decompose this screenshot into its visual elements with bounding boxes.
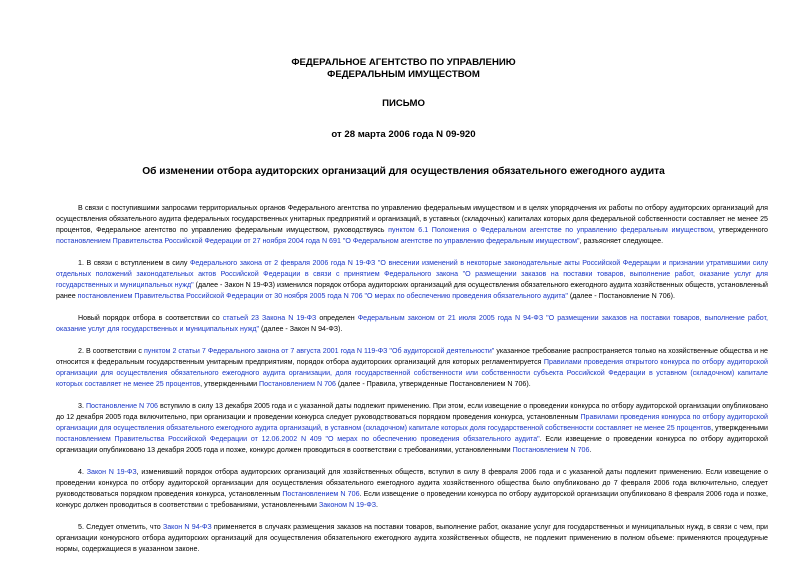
document-link[interactable]: Правилами проведения конкурса по отбору аудиторской организации для осуществления обязательного ежегодного аудита организаций, в уставном (складочном) капитале которых доля государственной собственности составляет не менее 25 процентов xyxy=(56,413,768,432)
document-link[interactable]: Закон N 94-ФЗ xyxy=(162,523,212,531)
paragraph-text: Новый порядок отбора в соответствии со xyxy=(78,314,223,322)
paragraph xyxy=(56,401,768,456)
paragraph-text: (далее - Правила, утвержденные Постановлением N 706). xyxy=(335,380,531,388)
document-link[interactable]: Федерального закона от 2 февраля 2006 года N 19-ФЗ "О внесении изменений в некоторые законодательные акты Российской Федерации и признании утратившими силу отдельных положений законодательных актов Российской Федерации в связи с принятием Федерального закона "О размещении заказов на поставки товаров, выполнение работ, оказание услуг для государственных и муниципальных нужд" xyxy=(56,259,768,289)
document-link[interactable]: Закон N 19-ФЗ xyxy=(86,468,137,476)
paragraph-text: . Если извещение о проведении конкурса по отбору аудиторской организации опубликовано 8 февраля 2006 года и позже, конкурс должен проводиться в соответствии с требованиями, установленными xyxy=(56,490,768,509)
paragraph-text: вступило в силу 13 декабря 2005 года и с указанной даты подлежит применению. При этом, если извещение о проведении конкурса по отбору аудиторской организации опубликовано до 12 декабря 2005 года включительно, при организации и проведении конкурса следует руководствоваться порядком проведения конкурса, установленным xyxy=(56,402,769,421)
paragraph-text: В связи с поступившими запросами территориальных органов Федерального агентства по управлению федеральным имуществом и в целях упорядочения их работы по отбору аудиторских организаций для осуществления обязательного аудита федеральных государственных унитарных предприятий и организаций, в уставных (складочных) капиталах которых доля федеральной собственности составляет не менее 25 процентов, Федеральное агентство по управлению федеральным имуществом, руководствуясь xyxy=(56,204,768,234)
paragraph-text: , утвержденными xyxy=(200,380,260,388)
document-link[interactable]: постановлением Правительства Российской Федерации от 27 ноября 2004 года N 691 "О Федеральном агентстве по управлению федеральным имуществом" xyxy=(56,237,580,245)
document-link[interactable]: Постановлением N 706 xyxy=(259,380,336,388)
paragraph xyxy=(56,258,768,302)
paragraph-text: (далее - Постановление N 706). xyxy=(567,292,675,300)
paragraph-text: . xyxy=(589,446,592,454)
paragraph-text: . xyxy=(376,501,379,509)
paragraph-text: 4. xyxy=(78,468,87,476)
document-link[interactable]: пунктом 2 статьи 7 Федерального закона от 7 августа 2001 года N 119-ФЗ "Об аудиторской деятельности" xyxy=(143,347,495,355)
document-date: от 28 марта 2006 года N 09-920 xyxy=(331,129,476,140)
paragraph-text: , утвержденными xyxy=(711,424,768,432)
document-link[interactable]: Постановление N 706 xyxy=(85,402,158,410)
paragraph-text: 2. В соответствии с xyxy=(78,347,144,355)
paragraph xyxy=(56,203,768,247)
paragraph xyxy=(56,346,768,390)
document-body xyxy=(56,203,768,566)
paragraph-text: , изменивший порядок отбора аудиторских организаций для хозяйственных обществ, вступил в силу 8 февраля 2006 года и с указанной даты подлежит применению. Если извещение о проведении конкурса по отбору аудиторской организации для осуществления обязательного ежегодного аудита хозяйственного общества было опубликовано до 7 февраля 2006 года включительно, следует руководствоваться порядком проведения конкурса, установленным xyxy=(56,468,769,498)
document-link[interactable]: статьей 23 Закона N 19-ФЗ xyxy=(222,314,317,322)
agency-name xyxy=(0,57,807,81)
document-link[interactable]: Постановлением N 706 xyxy=(282,490,360,498)
paragraph-text: , утвержденного xyxy=(713,226,768,234)
paragraph-text: указанное требование распространяется только на хозяйственные общества и не относится к федеральным государственным унитарным предприятиям, порядок отбора аудиторских организаций для которых регламентируется xyxy=(56,347,768,366)
paragraph xyxy=(56,313,768,335)
paragraph-text: определен xyxy=(316,314,358,322)
document-link[interactable]: Постановлением N 706 xyxy=(512,446,590,454)
agency-name-line-1: ФЕДЕРАЛЬНОЕ АГЕНТСТВО ПО УПРАВЛЕНИЮ xyxy=(291,57,516,68)
document-subject: Об изменении отбора аудиторских организаций для осуществления обязательного ежегодного аудита xyxy=(142,166,665,177)
paragraph-text: . Если извещение о проведении конкурса по отбору аудиторской организации опубликовано 13 декабря 2005 года и позже, конкурс должен проводиться в соответствии с требованиями, установленными xyxy=(56,435,768,454)
paragraph-text: 1. В связи с вступлением в силу xyxy=(78,259,190,267)
paragraph-text: (далее - Закон N 19-ФЗ) изменился порядок отбора аудиторских организаций для осуществления обязательного ежегодного аудита хозяйственных обществ, установленный ранее xyxy=(56,281,769,300)
paragraph-text: (далее - Закон N 94-ФЗ). xyxy=(259,325,343,333)
paragraph xyxy=(56,522,768,555)
document-link[interactable]: Федеральным законом от 21 июля 2005 года N 94-ФЗ "О размещении заказов на поставки товаров, выполнение работ, оказание услуг для государственных и муниципальных нужд" xyxy=(56,314,769,333)
paragraph-text: 5. Следует отметить, что xyxy=(78,523,163,531)
paragraph xyxy=(56,467,768,511)
document-link[interactable]: постановлением Правительства Российской Федерации от 12.06.2002 N 409 "О мерах по обеспечению проведения обязательного аудита" xyxy=(56,435,540,443)
document-type: ПИСЬМО xyxy=(382,98,425,109)
paragraph-text: применяется в случаях размещения заказов на поставки товаров, выполнение работ, оказание услуг для государственных и муниципальных нужд, в связи с чем, при организации конкурсного отбора аудиторских организаций для осуществления обязательного ежегодного аудита хозяйственных обществ, не подлежит применению в полном объеме: применяются процедурные нормы, содержащиеся в указанном законе. xyxy=(56,523,768,553)
document-link[interactable]: Законом N 19-ФЗ xyxy=(318,501,377,509)
paragraph-text: , разъясняет следующее. xyxy=(579,237,664,245)
document-link[interactable]: постановлением Правительства Российской Федерации от 30 ноября 2005 года N 706 "О мерах по обеспечению проведения обязательного аудита" xyxy=(77,292,568,300)
document-link[interactable]: пунктом 6.1 Положения о Федеральном агентстве по управлению федеральным имуществом xyxy=(388,226,714,234)
document-link[interactable]: Правилами проведения открытого конкурса по отбору аудиторской организации для осуществления обязательного ежегодного аудита организации, доля государственной собственности или собственности субъекта Российской Федерации в уставном (складочном) капитале которых составляет не менее 25 процентов xyxy=(56,358,768,388)
agency-name-line-2: ФЕДЕРАЛЬНЫМ ИМУЩЕСТВОМ xyxy=(327,69,480,80)
paragraph-text: 3. xyxy=(78,402,86,410)
